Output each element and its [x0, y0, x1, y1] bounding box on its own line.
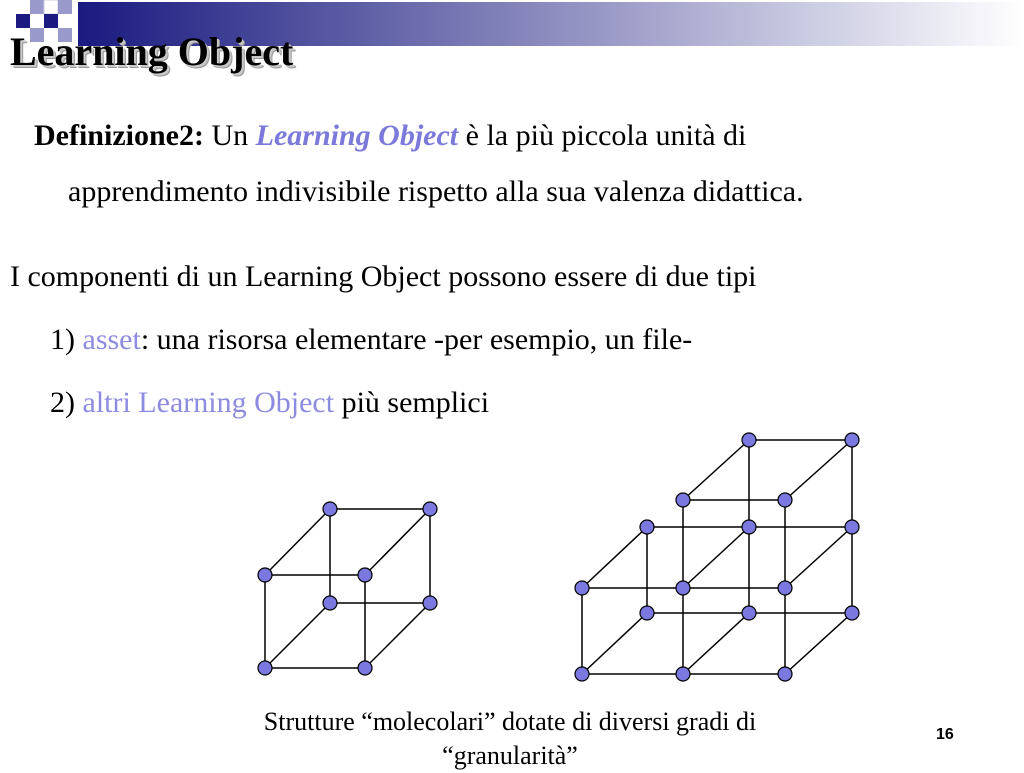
atom-node — [778, 581, 792, 595]
large-structure — [582, 440, 852, 674]
atom-node — [358, 568, 372, 582]
intro-text: I componenti di un Learning Object possono essere di due tipi — [10, 260, 757, 293]
list-item-number: 1) — [50, 323, 75, 356]
atom-node — [323, 596, 337, 610]
list-item-text: più semplici — [334, 386, 490, 419]
caption-line2: “granularità” — [442, 741, 578, 770]
atom-node — [640, 606, 654, 620]
atom-node — [575, 667, 589, 681]
atom-node — [845, 433, 859, 447]
definition-term: Learning Object — [255, 119, 459, 152]
slide-title: Learning Object — [10, 29, 294, 74]
list-item-text: : una risorsa elementare -per esempio, un file- — [140, 323, 693, 356]
list-item-accent: asset — [82, 323, 141, 356]
definition-pre: Un — [211, 119, 249, 152]
atom-node — [323, 502, 337, 516]
atom-node — [676, 581, 690, 595]
caption-line1: Strutture “molecolari” dotate di diversi gradi di — [263, 707, 757, 736]
atom-node — [778, 493, 792, 507]
atom-node — [742, 606, 756, 620]
list-item-accent: altri Learning Object — [82, 386, 335, 419]
atom-node — [575, 581, 589, 595]
atom-node — [423, 596, 437, 610]
atom-node — [358, 661, 372, 675]
diagram-caption — [160, 705, 860, 773]
atom-node — [845, 606, 859, 620]
page-number: 16 — [936, 726, 954, 743]
atom-node — [423, 502, 437, 516]
definition-label: Definizione2: — [34, 119, 204, 152]
atom-node — [258, 661, 272, 675]
atom-node — [258, 568, 272, 582]
atom-node — [742, 433, 756, 447]
atom-node — [676, 667, 690, 681]
atom-node — [778, 667, 792, 681]
atom-node — [640, 520, 654, 534]
definition-line2: apprendimento indivisibile rispetto alla sua valenza didattica. — [68, 175, 804, 208]
atom-node — [742, 520, 756, 534]
atom-node — [845, 520, 859, 534]
atom-node — [676, 493, 690, 507]
list-item-number: 2) — [50, 386, 75, 419]
small-cube-structure — [265, 509, 430, 668]
definition-post: è la più piccola unità di — [465, 119, 747, 152]
